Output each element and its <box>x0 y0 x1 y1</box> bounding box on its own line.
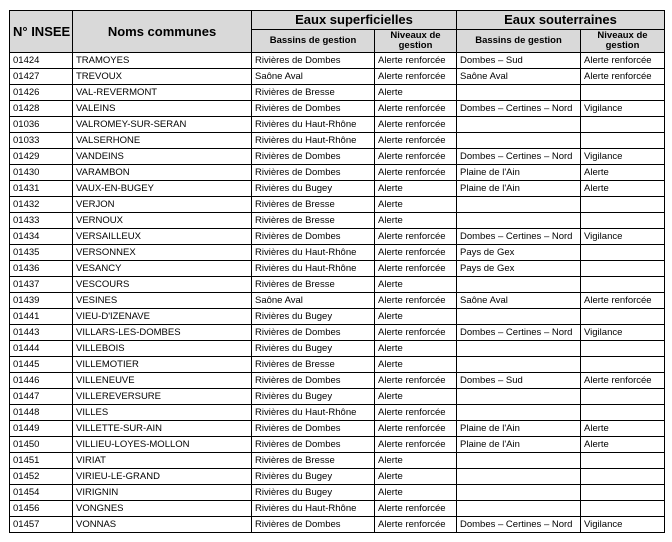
cell-surface-basin: Rivières du Bugey <box>252 389 375 405</box>
cell-ground-level <box>581 469 665 485</box>
cell-commune: VIRIAT <box>73 453 252 469</box>
cell-insee: 01436 <box>10 261 73 277</box>
cell-surface-level: Alerte <box>375 469 457 485</box>
cell-ground-level: Alerte renforcée <box>581 69 665 85</box>
cell-ground-level <box>581 245 665 261</box>
cell-surface-basin: Rivières de Bresse <box>252 453 375 469</box>
cell-surface-basin: Rivières de Dombes <box>252 373 375 389</box>
cell-ground-level <box>581 405 665 421</box>
cell-ground-level <box>581 341 665 357</box>
cell-insee: 01434 <box>10 229 73 245</box>
cell-insee: 01430 <box>10 165 73 181</box>
cell-insee: 01427 <box>10 69 73 85</box>
table-row <box>10 85 665 101</box>
cell-commune: VAL-REVERMONT <box>73 85 252 101</box>
cell-surface-basin: Rivières du Bugey <box>252 485 375 501</box>
table-row <box>10 69 665 85</box>
table-row <box>10 405 665 421</box>
cell-surface-level: Alerte renforcée <box>375 149 457 165</box>
cell-commune: VALROMEY-SUR-SERAN <box>73 117 252 133</box>
cell-surface-level: Alerte <box>375 485 457 501</box>
table-row <box>10 389 665 405</box>
cell-ground-basin <box>457 133 581 149</box>
cell-commune: VILLEBOIS <box>73 341 252 357</box>
cell-insee: 01439 <box>10 293 73 309</box>
cell-ground-level <box>581 309 665 325</box>
cell-insee: 01431 <box>10 181 73 197</box>
header-ground-basin: Bassins de gestion <box>457 30 581 53</box>
cell-surface-level: Alerte renforcée <box>375 261 457 277</box>
table-row <box>10 373 665 389</box>
cell-ground-level <box>581 261 665 277</box>
cell-ground-basin: Plaine de l'Ain <box>457 181 581 197</box>
table-row <box>10 229 665 245</box>
cell-commune: VILLENEUVE <box>73 373 252 389</box>
cell-commune: VALEINS <box>73 101 252 117</box>
table-row <box>10 261 665 277</box>
cell-surface-level: Alerte renforcée <box>375 293 457 309</box>
cell-insee: 01448 <box>10 405 73 421</box>
cell-ground-level: Alerte renforcée <box>581 53 665 69</box>
cell-surface-level: Alerte <box>375 213 457 229</box>
table-row <box>10 149 665 165</box>
cell-surface-basin: Rivières de Bresse <box>252 85 375 101</box>
cell-surface-level: Alerte renforcée <box>375 101 457 117</box>
cell-ground-basin <box>457 485 581 501</box>
cell-surface-basin: Rivières du Haut-Rhône <box>252 261 375 277</box>
restrictions-table <box>9 10 665 533</box>
cell-surface-basin: Rivières de Dombes <box>252 229 375 245</box>
cell-surface-basin: Rivières du Bugey <box>252 181 375 197</box>
cell-ground-basin <box>457 197 581 213</box>
cell-surface-basin: Rivières de Dombes <box>252 421 375 437</box>
cell-ground-basin <box>457 341 581 357</box>
cell-ground-level: Alerte renforcée <box>581 373 665 389</box>
table-row <box>10 437 665 453</box>
cell-ground-level <box>581 213 665 229</box>
cell-surface-level: Alerte renforcée <box>375 421 457 437</box>
cell-ground-level: Vigilance <box>581 325 665 341</box>
cell-insee: 01433 <box>10 213 73 229</box>
cell-commune: VONGNES <box>73 501 252 517</box>
header-surface-waters: Eaux superficielles <box>252 11 457 30</box>
cell-ground-basin: Pays de Gex <box>457 245 581 261</box>
cell-surface-level: Alerte <box>375 309 457 325</box>
cell-ground-level <box>581 277 665 293</box>
cell-ground-level: Vigilance <box>581 517 665 533</box>
cell-insee: 01424 <box>10 53 73 69</box>
cell-ground-basin: Dombes – Sud <box>457 53 581 69</box>
cell-surface-level: Alerte renforcée <box>375 517 457 533</box>
table-row <box>10 357 665 373</box>
cell-commune: VIEU-D'IZENAVE <box>73 309 252 325</box>
table-row <box>10 469 665 485</box>
cell-insee: 01444 <box>10 341 73 357</box>
cell-ground-level <box>581 133 665 149</box>
cell-surface-basin: Rivières de Bresse <box>252 213 375 229</box>
cell-surface-basin: Rivières de Bresse <box>252 277 375 293</box>
cell-commune: TREVOUX <box>73 69 252 85</box>
cell-ground-level <box>581 197 665 213</box>
cell-insee: 01456 <box>10 501 73 517</box>
cell-ground-basin <box>457 469 581 485</box>
header-ground-level: Niveaux de gestion <box>581 30 665 53</box>
cell-insee: 01441 <box>10 309 73 325</box>
cell-surface-basin: Rivières du Haut-Rhône <box>252 133 375 149</box>
cell-ground-basin <box>457 213 581 229</box>
table-row <box>10 277 665 293</box>
cell-commune: VESANCY <box>73 261 252 277</box>
cell-surface-level: Alerte <box>375 85 457 101</box>
cell-surface-basin: Rivières de Dombes <box>252 325 375 341</box>
cell-insee: 01428 <box>10 101 73 117</box>
cell-insee: 01036 <box>10 117 73 133</box>
cell-insee: 01450 <box>10 437 73 453</box>
cell-ground-basin: Saône Aval <box>457 293 581 309</box>
table-row <box>10 453 665 469</box>
header-communes: Noms communes <box>73 11 252 53</box>
cell-ground-basin: Pays de Gex <box>457 261 581 277</box>
cell-surface-basin: Rivières de Bresse <box>252 197 375 213</box>
cell-commune: VERSONNEX <box>73 245 252 261</box>
cell-commune: VILLETTE-SUR-AIN <box>73 421 252 437</box>
cell-ground-basin <box>457 117 581 133</box>
cell-surface-basin: Rivières de Bresse <box>252 357 375 373</box>
cell-commune: VERJON <box>73 197 252 213</box>
table-row <box>10 181 665 197</box>
cell-commune: VESINES <box>73 293 252 309</box>
header-insee: N° INSEE <box>10 11 73 53</box>
cell-surface-level: Alerte <box>375 277 457 293</box>
cell-surface-level: Alerte renforcée <box>375 133 457 149</box>
cell-ground-level <box>581 453 665 469</box>
cell-commune: VERNOUX <box>73 213 252 229</box>
cell-insee: 01437 <box>10 277 73 293</box>
cell-surface-basin: Rivières du Bugey <box>252 341 375 357</box>
header-surface-level: Niveaux de gestion <box>375 30 457 53</box>
cell-surface-level: Alerte <box>375 357 457 373</box>
cell-commune: VALSERHONE <box>73 133 252 149</box>
table-row <box>10 53 665 69</box>
cell-ground-basin: Dombes – Certines – Nord <box>457 101 581 117</box>
cell-surface-level: Alerte renforcée <box>375 245 457 261</box>
cell-ground-basin: Dombes – Certines – Nord <box>457 325 581 341</box>
table-header <box>10 11 665 53</box>
cell-insee: 01446 <box>10 373 73 389</box>
table-row <box>10 517 665 533</box>
cell-surface-level: Alerte renforcée <box>375 69 457 85</box>
cell-ground-level: Alerte <box>581 181 665 197</box>
cell-ground-level <box>581 85 665 101</box>
cell-insee: 01445 <box>10 357 73 373</box>
table-row <box>10 165 665 181</box>
table-row <box>10 485 665 501</box>
cell-surface-basin: Rivières de Dombes <box>252 101 375 117</box>
cell-ground-basin <box>457 389 581 405</box>
cell-commune: VANDEINS <box>73 149 252 165</box>
cell-surface-basin: Rivières du Haut-Rhône <box>252 245 375 261</box>
table-row <box>10 133 665 149</box>
table-row <box>10 421 665 437</box>
cell-commune: VARAMBON <box>73 165 252 181</box>
cell-commune: VESCOURS <box>73 277 252 293</box>
cell-insee: 01451 <box>10 453 73 469</box>
cell-commune: VILLARS-LES-DOMBES <box>73 325 252 341</box>
cell-surface-level: Alerte renforcée <box>375 405 457 421</box>
cell-ground-level: Alerte <box>581 437 665 453</box>
table-row <box>10 341 665 357</box>
table-row <box>10 293 665 309</box>
cell-insee: 01432 <box>10 197 73 213</box>
header-groundwater: Eaux souterraines <box>457 11 665 30</box>
cell-ground-basin: Plaine de l'Ain <box>457 165 581 181</box>
cell-surface-level: Alerte renforcée <box>375 501 457 517</box>
cell-surface-basin: Saône Aval <box>252 293 375 309</box>
cell-commune: VAUX-EN-BUGEY <box>73 181 252 197</box>
table-row <box>10 101 665 117</box>
cell-ground-basin: Saône Aval <box>457 69 581 85</box>
cell-ground-basin <box>457 277 581 293</box>
table-row <box>10 245 665 261</box>
cell-ground-basin <box>457 405 581 421</box>
cell-insee: 01454 <box>10 485 73 501</box>
cell-surface-basin: Rivières du Haut-Rhône <box>252 405 375 421</box>
cell-insee: 01447 <box>10 389 73 405</box>
cell-commune: VILLEMOTIER <box>73 357 252 373</box>
cell-ground-level: Alerte renforcée <box>581 293 665 309</box>
cell-surface-basin: Rivières du Bugey <box>252 469 375 485</box>
cell-ground-basin: Dombes – Sud <box>457 373 581 389</box>
cell-surface-basin: Rivières de Dombes <box>252 53 375 69</box>
cell-surface-level: Alerte renforcée <box>375 325 457 341</box>
cell-surface-basin: Rivières du Haut-Rhône <box>252 501 375 517</box>
cell-ground-level <box>581 501 665 517</box>
cell-surface-level: Alerte <box>375 341 457 357</box>
cell-surface-level: Alerte renforcée <box>375 373 457 389</box>
cell-surface-basin: Rivières du Bugey <box>252 309 375 325</box>
table-row <box>10 325 665 341</box>
cell-insee: 01435 <box>10 245 73 261</box>
cell-ground-level: Vigilance <box>581 149 665 165</box>
cell-ground-level <box>581 357 665 373</box>
table-row <box>10 213 665 229</box>
cell-ground-level: Vigilance <box>581 101 665 117</box>
cell-ground-level: Vigilance <box>581 229 665 245</box>
cell-surface-basin: Rivières de Dombes <box>252 437 375 453</box>
cell-insee: 01443 <box>10 325 73 341</box>
cell-ground-basin <box>457 501 581 517</box>
cell-surface-basin: Rivières de Dombes <box>252 517 375 533</box>
cell-surface-level: Alerte <box>375 197 457 213</box>
cell-surface-level: Alerte renforcée <box>375 437 457 453</box>
cell-ground-basin: Dombes – Certines – Nord <box>457 149 581 165</box>
cell-commune: VILLEREVERSURE <box>73 389 252 405</box>
cell-surface-basin: Saône Aval <box>252 69 375 85</box>
cell-insee: 01426 <box>10 85 73 101</box>
cell-ground-basin: Plaine de l'Ain <box>457 437 581 453</box>
cell-ground-level <box>581 485 665 501</box>
table-body <box>10 53 665 533</box>
cell-ground-basin <box>457 309 581 325</box>
cell-commune: VIRIGNIN <box>73 485 252 501</box>
cell-insee: 01452 <box>10 469 73 485</box>
cell-insee: 01449 <box>10 421 73 437</box>
cell-ground-basin <box>457 85 581 101</box>
cell-surface-level: Alerte renforcée <box>375 53 457 69</box>
cell-ground-level <box>581 117 665 133</box>
cell-surface-basin: Rivières du Haut-Rhône <box>252 117 375 133</box>
cell-ground-basin <box>457 357 581 373</box>
cell-insee: 01457 <box>10 517 73 533</box>
header-surface-basin: Bassins de gestion <box>252 30 375 53</box>
cell-surface-level: Alerte renforcée <box>375 165 457 181</box>
table-row <box>10 501 665 517</box>
cell-insee: 01033 <box>10 133 73 149</box>
cell-ground-level <box>581 389 665 405</box>
cell-surface-level: Alerte <box>375 453 457 469</box>
cell-ground-basin: Plaine de l'Ain <box>457 421 581 437</box>
cell-ground-basin <box>457 453 581 469</box>
cell-insee: 01429 <box>10 149 73 165</box>
cell-surface-level: Alerte renforcée <box>375 229 457 245</box>
cell-commune: VERSAILLEUX <box>73 229 252 245</box>
cell-surface-level: Alerte <box>375 181 457 197</box>
cell-commune: VILLIEU-LOYES-MOLLON <box>73 437 252 453</box>
cell-surface-level: Alerte renforcée <box>375 117 457 133</box>
cell-surface-basin: Rivières de Dombes <box>252 149 375 165</box>
cell-ground-basin: Dombes – Certines – Nord <box>457 229 581 245</box>
cell-surface-basin: Rivières de Dombes <box>252 165 375 181</box>
cell-commune: VILLES <box>73 405 252 421</box>
table-row <box>10 117 665 133</box>
cell-commune: VIRIEU-LE-GRAND <box>73 469 252 485</box>
cell-ground-level: Alerte <box>581 421 665 437</box>
cell-surface-level: Alerte <box>375 389 457 405</box>
table-row <box>10 309 665 325</box>
cell-commune: TRAMOYES <box>73 53 252 69</box>
cell-commune: VONNAS <box>73 517 252 533</box>
cell-ground-level: Alerte <box>581 165 665 181</box>
cell-ground-basin: Dombes – Certines – Nord <box>457 517 581 533</box>
table-row <box>10 197 665 213</box>
